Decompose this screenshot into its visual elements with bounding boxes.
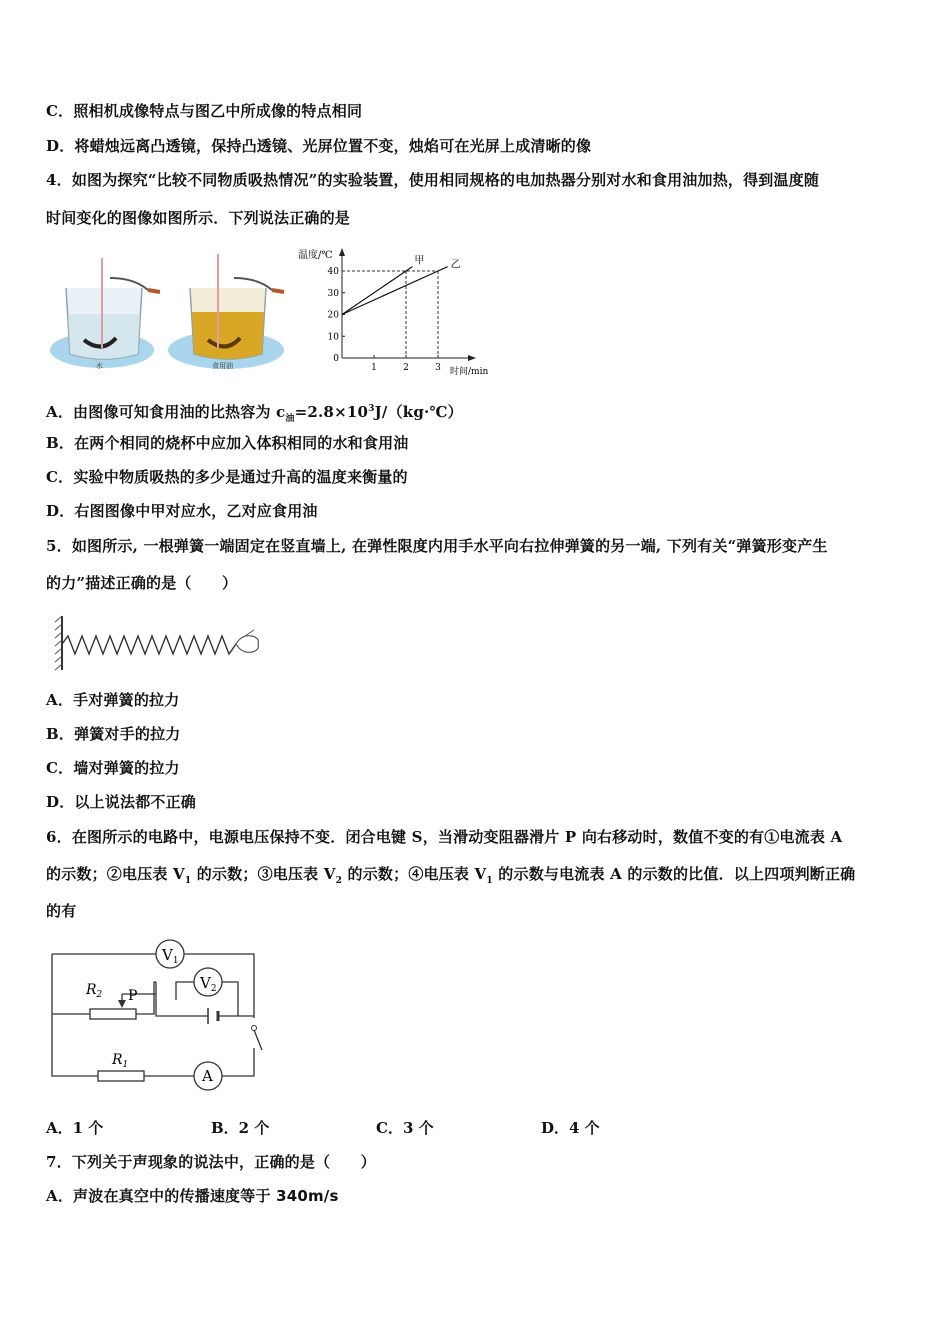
hand-icon — [236, 636, 258, 653]
chart-y-tick-label: 0 — [333, 354, 339, 364]
q6-stem-sub: 1 — [486, 876, 493, 886]
q5-option-a: A．手对弹簧的拉力 — [46, 691, 180, 709]
hand-finger — [242, 630, 254, 638]
q4-option-a-prefix: A．由图像可知食用油的比热容为 c — [46, 403, 286, 421]
switch-contact — [252, 1026, 257, 1031]
q6-stem-line2 — [46, 864, 855, 891]
chart-y-tick-label: 30 — [327, 288, 339, 299]
resistor-r1 — [98, 1071, 144, 1081]
series-jia-line — [342, 267, 412, 315]
switch-s — [254, 1030, 262, 1050]
q4-option-a — [46, 399, 463, 429]
wire — [222, 1048, 254, 1076]
beakers-figure — [44, 248, 294, 373]
oil-plug — [272, 290, 284, 292]
chart-x-tick-label: 2 — [403, 363, 409, 373]
series-jia-label: 甲 — [414, 255, 425, 267]
q3-option-d: D．将蜡烛远离凸透镜，保持凸透镜、光屏位置不变，烛焰可在光屏上成清晰的像 — [46, 137, 592, 155]
q4-option-a-suffix: J/（kg·℃） — [374, 403, 463, 421]
q4-option-c: C．实验中物质吸热的多少是通过升高的温度来衡量的 — [46, 468, 408, 486]
a-label: A — [202, 1067, 213, 1085]
temperature-time-chart — [296, 240, 506, 380]
r2-letter: R — [86, 982, 97, 998]
v2-sub: 2 — [210, 984, 217, 994]
wire — [176, 982, 194, 1000]
chart-y-tick-label: 10 — [327, 332, 339, 343]
r1-label — [111, 1052, 128, 1070]
q7-stem: 7．下列关于声现象的说法中，正确的是（ ） — [46, 1153, 376, 1171]
q5-stem-line2: 的力”描述正确的是（ ） — [46, 574, 238, 592]
wire — [222, 982, 238, 1016]
p-label: P — [128, 988, 138, 1004]
q4-option-d: D．右图图像中甲对应水，乙对应食用油 — [46, 502, 318, 520]
chart-x-arrow — [468, 355, 476, 361]
chart-y-label: 温度/℃ — [298, 250, 333, 261]
q4-stem-line2: 时间变化的图像如图所示．下列说法正确的是 — [46, 209, 351, 227]
q5-stem-line1: 5．如图所示, 一根弹簧一端固定在竖直墙上, 在弹性限度内用手水平向右拉伸弹簧的另一端, 下列有关“弹簧形变产生 — [46, 537, 828, 555]
r2-label — [85, 982, 103, 1000]
circuit-figure — [46, 938, 271, 1096]
q6-stem-sub: 1 — [184, 876, 192, 886]
resistor-r2 — [90, 1009, 136, 1019]
q6-stem-line1: 6．在图所示的电路中，电源电压保持不变．闭合电键 S，当滑动变阻器滑片 P 向右移动时，数值不变的有①电流表 A — [46, 828, 843, 846]
q6-stem-line3: 的有 — [46, 902, 77, 920]
q7-option-a-value: 340m/s — [276, 1187, 339, 1205]
q6-stem-part: 的示数与电流表 A 的示数的比值．以上四项判断正确 — [492, 865, 856, 883]
v1-sub: 1 — [172, 956, 179, 966]
r1-sub: 1 — [122, 1060, 129, 1070]
q5-option-c: C．墙对弹簧的拉力 — [46, 759, 180, 777]
slider-arrow — [118, 1000, 126, 1008]
q6-stem-sub: 2 — [335, 876, 343, 886]
q4-option-b: B．在两个相同的烧杯中应加入体积相同的水和食用油 — [46, 434, 409, 452]
r2-sub: 2 — [96, 990, 103, 1000]
chart-x-tick-label: 3 — [435, 363, 441, 373]
q6-option-b: B．2 个 — [211, 1119, 270, 1137]
q4-option-a-sub: 油 — [285, 414, 295, 424]
q5-option-d: D．以上说法都不正确 — [46, 793, 197, 811]
q6-option-d: D．4 个 — [541, 1119, 600, 1137]
q6-option-c: C．3 个 — [376, 1119, 434, 1137]
water-label: 水 — [96, 362, 103, 370]
v2-letter: V — [200, 974, 211, 992]
wire — [136, 982, 156, 1014]
water-liquid — [68, 314, 140, 359]
q7-option-a — [46, 1186, 339, 1206]
q4-option-a-sup: 3 — [368, 404, 375, 414]
chart-x-label: 时间/min — [450, 367, 489, 377]
series-yi-line — [342, 267, 448, 315]
v1-letter: V — [162, 946, 173, 964]
chart-y-tick-label: 20 — [327, 310, 339, 321]
r1-letter: R — [112, 1052, 123, 1068]
q4-option-a-mid: =2.8×10 — [294, 403, 369, 421]
series-yi-label: 乙 — [450, 259, 461, 271]
oil-label: 食用油 — [212, 362, 233, 370]
chart-y-tick-label: 40 — [327, 267, 339, 277]
q5-option-b: B．弹簧对手的拉力 — [46, 725, 181, 743]
q7-option-a-prefix: A．声波在真空中的传播速度等于 — [46, 1187, 277, 1205]
wall-hatching — [55, 616, 62, 670]
spring — [62, 636, 236, 654]
q3-option-c: C．照相机成像特点与图乙中所成像的特点相同 — [46, 102, 363, 120]
chart-y-arrow — [339, 248, 345, 256]
q6-option-a: A．1 个 — [46, 1119, 104, 1137]
q6-stem-part: 的示数；②电压表 V — [46, 865, 185, 883]
chart-x-tick-label: 1 — [371, 363, 377, 373]
q6-stem-part: 的示数；③电压表 V — [191, 865, 336, 883]
water-plug — [148, 290, 160, 292]
q4-stem-line1: 4．如图为探究“比较不同物质吸热情况”的实验装置，使用相同规格的电加热器分别对水和食用油加热，得到温度随 — [46, 171, 820, 189]
spring-figure — [52, 612, 267, 674]
oil-liquid — [192, 312, 264, 359]
q6-stem-part: 的示数；④电压表 V — [342, 865, 487, 883]
